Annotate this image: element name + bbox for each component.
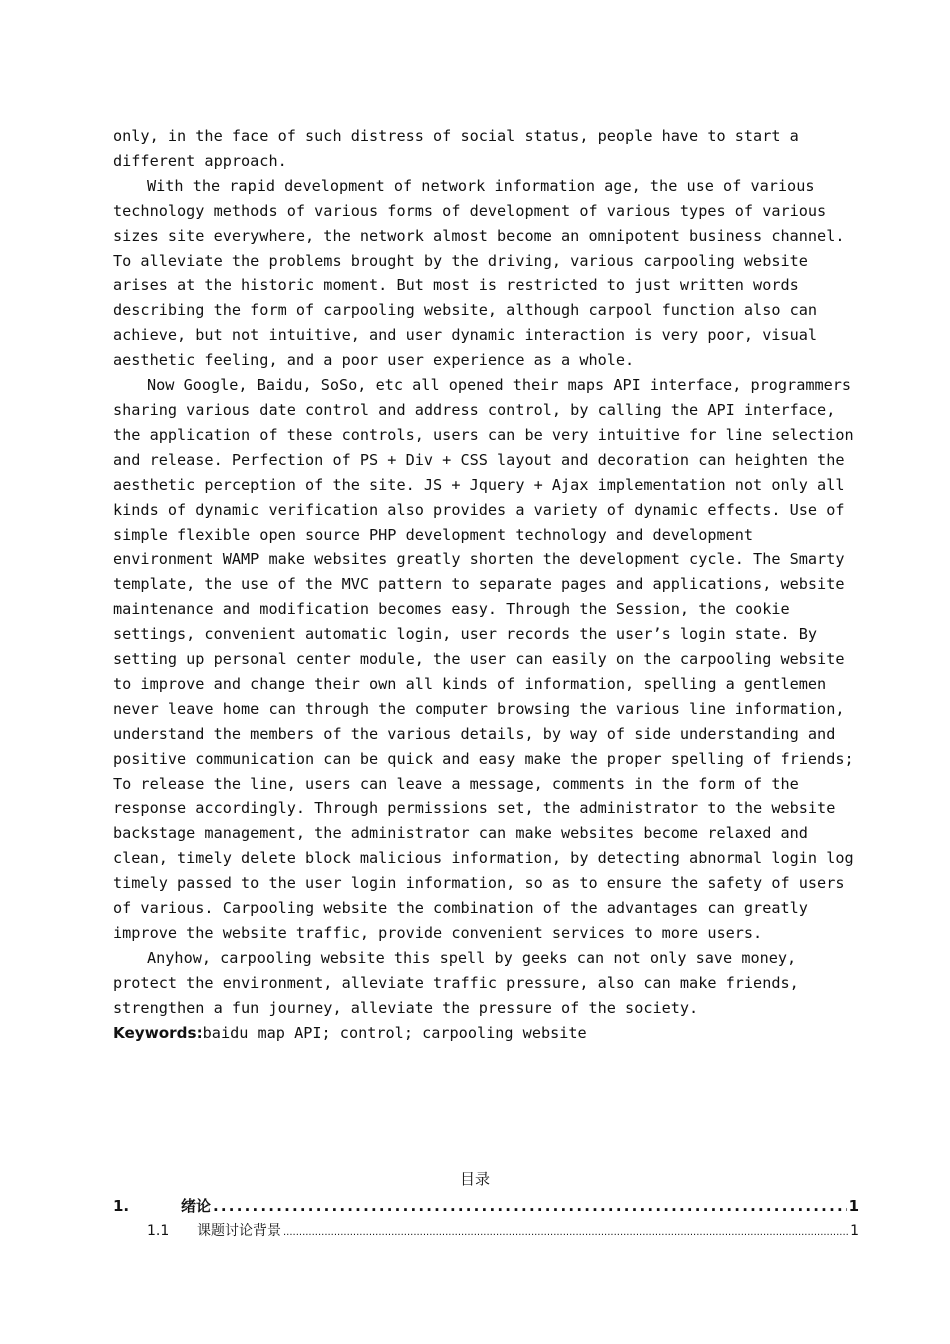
toc-entry-number: 1.	[113, 1197, 130, 1215]
keywords-label: Keywords:	[113, 1023, 203, 1042]
toc-entry-page: 1	[848, 1197, 859, 1215]
toc-entry-label: 绪论	[181, 1197, 212, 1215]
abstract-body	[113, 124, 855, 1046]
keywords-value: baidu map API; control; carpooling website	[202, 1023, 587, 1042]
toc-subentry[interactable]	[147, 1220, 859, 1240]
paragraph-continuation: only, in the face of such distress of social status, people have to start a different approach.	[113, 127, 799, 170]
toc-entry-page: 1	[850, 1223, 859, 1239]
paragraph-conclusion: Anyhow, carpooling website this spell by geeks can not only save money, protect the environment, alleviate traffic pressure, also can make friends, strengthen a fun journey, alleviate the pressure of the society.	[113, 948, 799, 1017]
keywords-line	[113, 1021, 855, 1046]
paragraph-network-age: With the rapid development of network information age, the use of various technology methods of various forms of development of various types of various sizes site everywhere, the network almost become an omnipotent business channel. To alleviate the problems brought by the driving, various carpooling website arises at the historic moment. But most is restricted to just written words describing the form of carpooling website, although carpool function also can achieve, but not intuitive, and user dynamic interaction is very poor, visual aesthetic feeling, and a poor user experience as a whole.	[113, 176, 845, 370]
toc-title: 目录	[459, 1170, 490, 1188]
toc-entry[interactable]	[113, 1195, 859, 1216]
toc-leader-dots	[283, 1223, 848, 1239]
toc-leader-dots	[213, 1197, 847, 1215]
paragraph-maps-api: Now Google, Baidu, SoSo, etc all opened their maps API interface, programmers sharing various date control and address control, by calling the API interface, the application of these controls, users can be very intuitive for line selection and release. Perfection of PS + Div + CSS layout and decoration can heighten the aesthetic perception of the site. JS + Jquery + Ajax implementation not only all kinds of dynamic verification also provides a variety of dynamic effects. Use of simple flexible open source PHP development technology and development environment WAMP make websites greatly shorten the development cycle. The Smarty template, the use of the MVC pattern to separate pages and applications, website maintenance and modification becomes easy. Through the Session, the cookie settings, convenient automatic login, user records the user’s login state. By setting up personal center module, the user can easily on the carpooling website to improve and change their own all kinds of information, spelling a gentlemen never leave home can through the computer browsing the various line information, understand the members of the various details, by way of side understanding and positive communication can be quick and easy make the proper spelling of friends; To release the line, users can leave a message, comments in the form of the response accordingly. Through permissions set, the administrator to the website backstage management, the administrator can make websites become relaxed and clean, timely delete block malicious information, by detecting abnormal login log timely passed to the user login information, so as to ensure the safety of users of various. Carpooling website the combination of the advantages can greatly improve the website traffic, provide convenient services to more users.	[113, 376, 854, 942]
toc-entry-number: 1.1	[147, 1223, 170, 1239]
toc-entry-label: 课题讨论背景	[197, 1223, 281, 1239]
